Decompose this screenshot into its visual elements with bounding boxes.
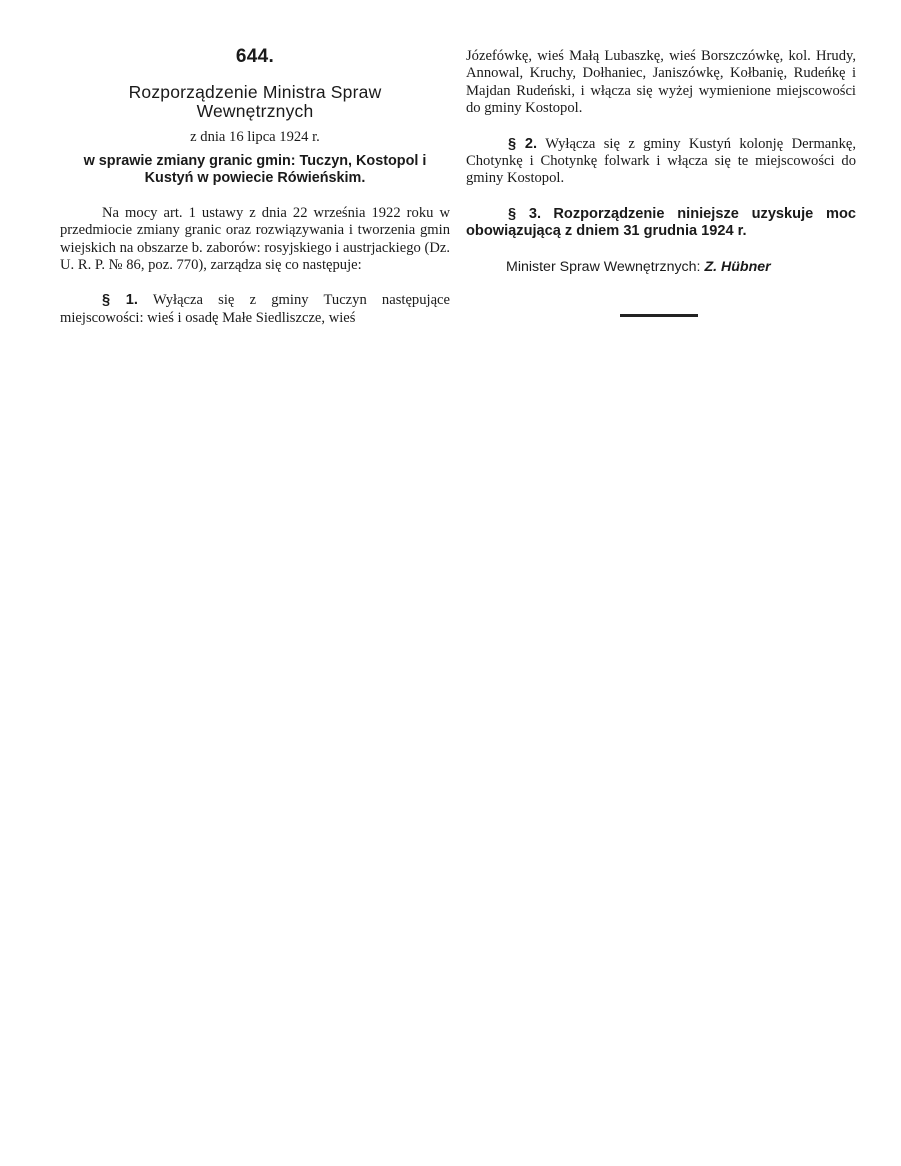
section-2-label: § 2. xyxy=(508,135,538,152)
section-2-paragraph xyxy=(466,136,856,188)
document-title xyxy=(60,83,450,121)
right-column xyxy=(466,48,856,317)
document-number: 644. xyxy=(235,46,275,67)
document-date: z dnia 16 lipca 1924 r. xyxy=(190,129,320,146)
left-column xyxy=(60,48,450,327)
section-3-text: Rozporządzenie niniejsze uzyskuje moc obowiązującą z dniem 31 grudnia 1924 r. xyxy=(466,205,857,240)
section-1-continuation: Józefówkę, wieś Małą Lubaszkę, wieś Borszczówkę, kol. Hrudy, Annowal, Kruchy, Dołhaniec, Janiszówkę, Kołbanię, Rudeńkę i Majdan Rudeński, i włącza się wyżej wymienione miejscowości do gminy Kostopol. xyxy=(466,48,856,117)
section-1-text-start: Wyłącza się z gminy Tuczyn następujące miejscowości: wieś i osadę Małe Siedliszcze, wieś xyxy=(60,292,450,326)
end-rule-divider xyxy=(620,314,698,317)
section-3-label: § 3. xyxy=(508,205,542,222)
document-subject: w sprawie zmiany granic gmin: Tuczyn, Kostopol i Kustyń w powiecie Rówieńskim. xyxy=(83,152,427,186)
signature-line xyxy=(466,259,856,276)
signature-role: Minister Spraw Wewnętrznych: xyxy=(506,258,701,275)
title-line-1: Rozporządzenie Ministra Spraw xyxy=(128,82,382,103)
section-1-label: § 1. xyxy=(102,292,138,309)
title-line-2: Wewnętrznych xyxy=(196,101,314,122)
section-1-paragraph xyxy=(60,292,450,327)
signature-name: Z. Hübner xyxy=(704,258,771,275)
preamble-paragraph: Na mocy art. 1 ustawy z dnia 22 września 1922 roku w przedmiocie zmiany granic oraz rozwiązywania i tworzenia gmin wiejskich na obszarze b. zaborów: rosyjskiego i austrjackiego (Dz. U. R. P. № 86, poz. 770), zarządza się co następuje: xyxy=(60,204,450,274)
section-3-paragraph xyxy=(466,206,856,241)
section-2-text: Wyłącza się z gminy Kustyń kolonję Dermankę, Chotynkę i Chotynkę folwark i włącza się te miejscowości do gminy Kostopol. xyxy=(466,135,856,187)
